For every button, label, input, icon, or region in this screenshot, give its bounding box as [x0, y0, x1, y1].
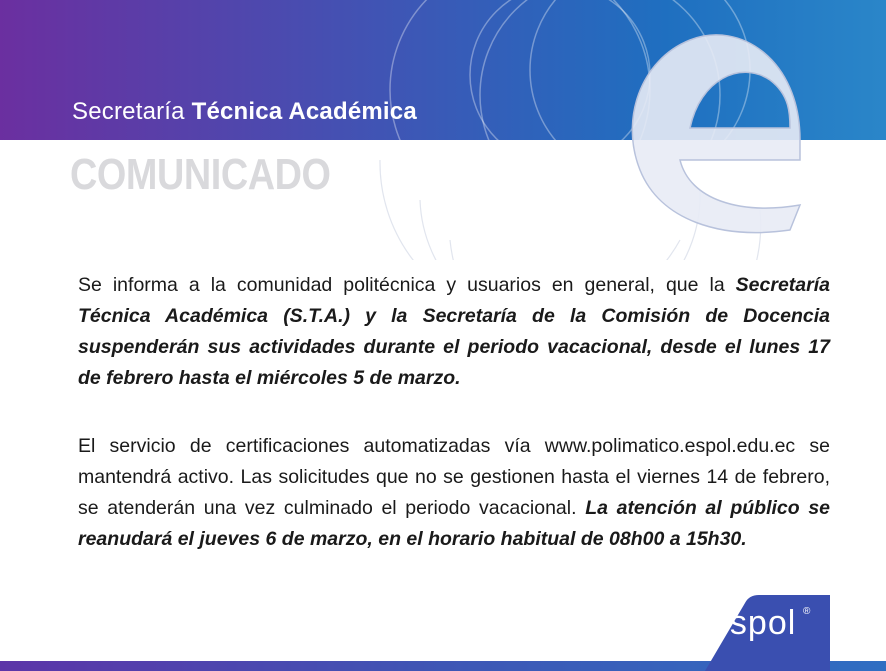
registered-mark: ® [803, 606, 811, 617]
office-title-light: Secretaría [72, 98, 185, 125]
office-title [72, 98, 417, 126]
office-title-bold: Técnica Académica [191, 98, 417, 125]
espol-logo: espol [710, 604, 797, 642]
paragraph-2-emphasis: La atención al público se reanudará el jueves 6 de marzo, en el horario habitual de 08h00 a 15h30. [78, 497, 831, 550]
paragraph-2-intro: El servicio de certificaciones automatizadas vía www.polimatico.espol.edu.ec se mantendrá activo. Las solicitudes que no se gestionen hasta el viernes 14 de febrero, se atenderán una vez culminado el periodo vacacional. [78, 435, 830, 519]
announcement-paragraph-1 [78, 270, 830, 394]
announcement-paragraph-2 [78, 431, 830, 555]
page-title: COMUNICADO [70, 150, 331, 199]
paragraph-1-emphasis: Secretaría Técnica Académica (S.T.A.) y la Secretaría de la Comisión de Docencia suspenderán sus actividades durante el periodo vacacional, desde el lunes 17 de febrero hasta el miércoles 5 de marzo. [78, 274, 830, 389]
decorative-e-graphic [0, 0, 886, 260]
paragraph-1-intro: Se informa a la comunidad politécnica y usuarios en general, que la [78, 274, 736, 296]
e-letter-shape [632, 35, 800, 233]
